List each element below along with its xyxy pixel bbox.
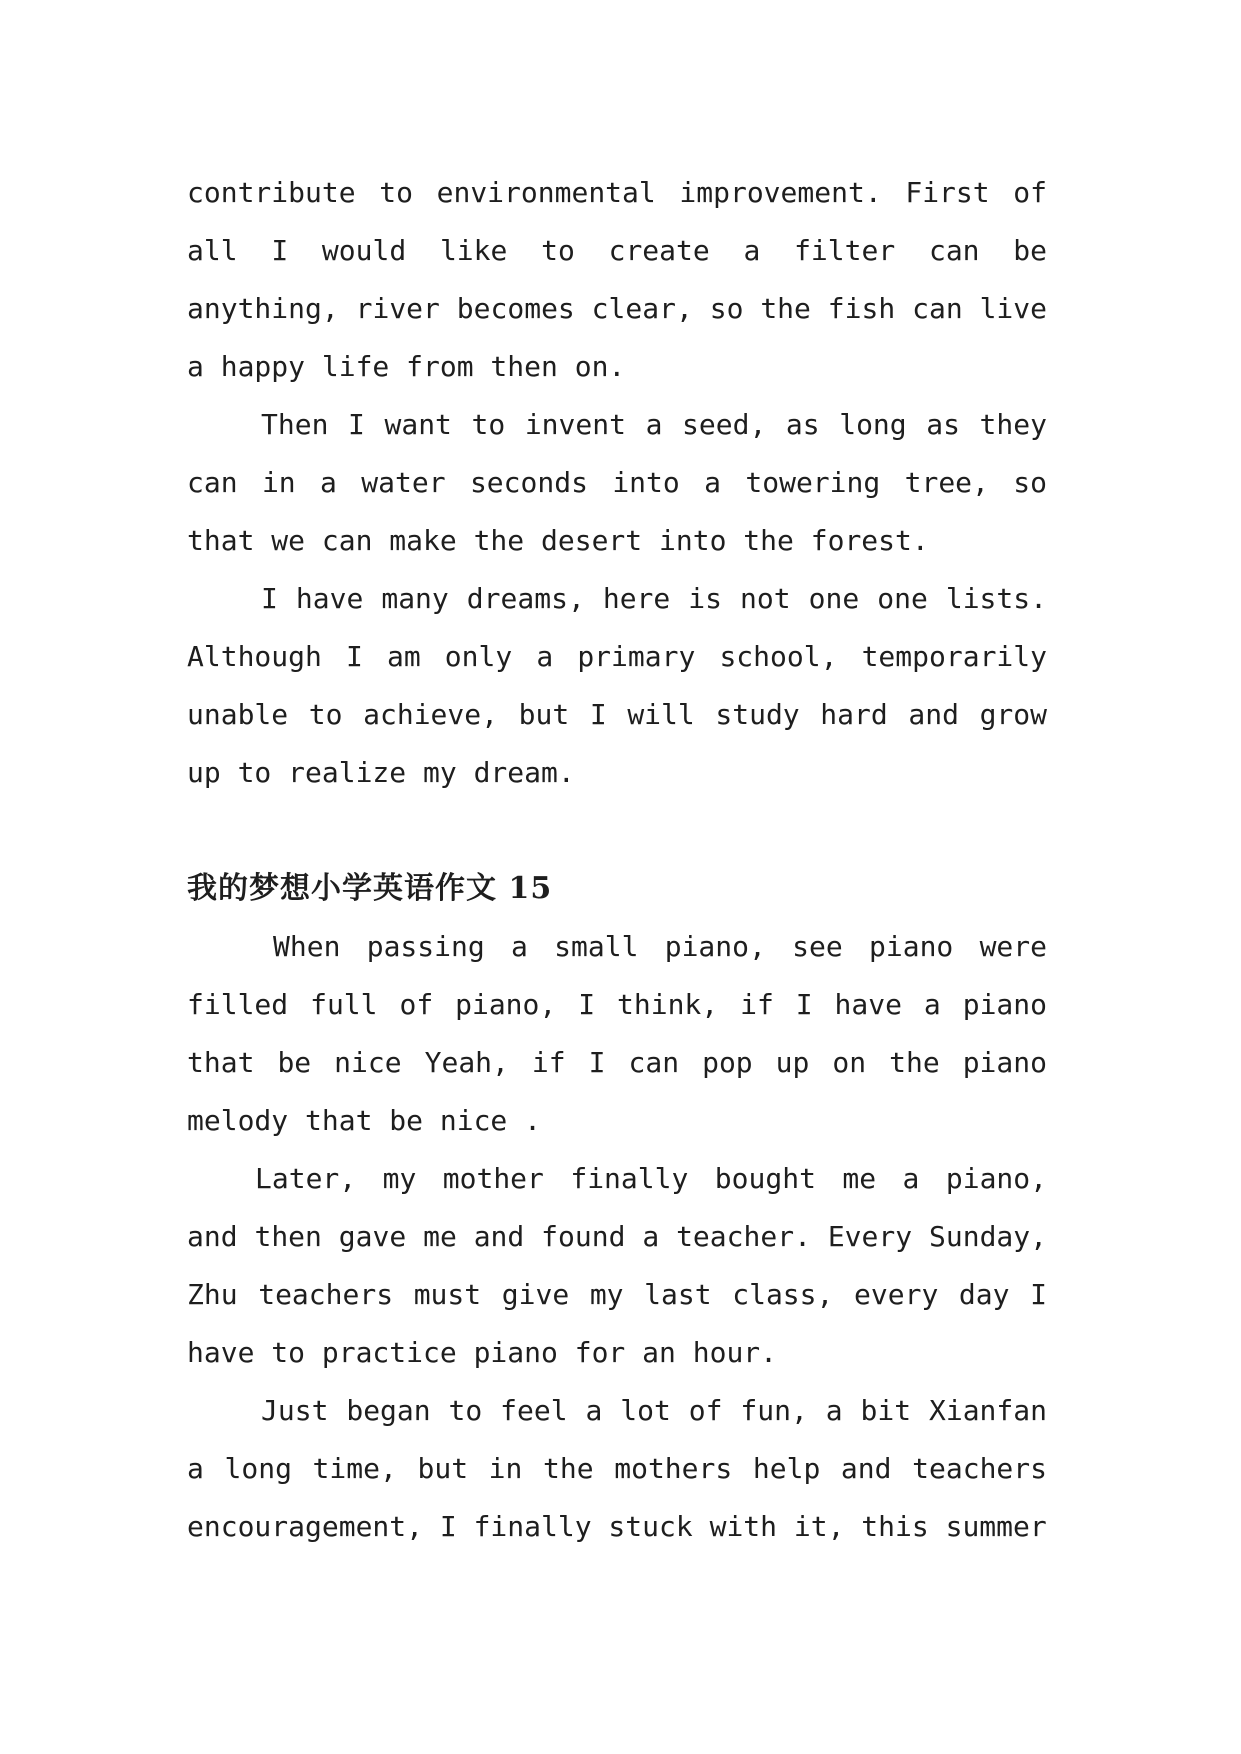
paragraph: contribute to environmental improvement. First of all I would like to create a filter can be anything, river becomes clear, so the fish can live a happy life from then on. bbox=[187, 176, 1047, 383]
paragraph: Just began to feel a lot of fun, a bit Xianfan a long time, but in the mothers help and teachers encouragement, I finally stuck with it, this summer bbox=[187, 1394, 1047, 1543]
paragraph: When passing a small piano, see piano were filled full of piano, I think, if I have a piano that be nice Yeah, if I can pop up on the piano melody that be nice . bbox=[187, 930, 1047, 1137]
section-heading: 我的梦想小学英语作文 15 bbox=[187, 871, 553, 906]
paragraph: Later, my mother finally bought me a piano, and then gave me and found a teacher. Every Sunday, Zhu teachers must give my last class, every day I have to practice piano for an hour. bbox=[187, 1162, 1047, 1369]
document-body bbox=[187, 164, 1047, 1556]
paragraph: I have many dreams, here is not one one lists. Although I am only a primary school, temporarily unable to achieve, but I will study hard and grow up to realize my dream. bbox=[187, 582, 1047, 789]
paragraph: Then I want to invent a seed, as long as they can in a water seconds into a towering tree, so that we can make the desert into the forest. bbox=[187, 408, 1047, 557]
